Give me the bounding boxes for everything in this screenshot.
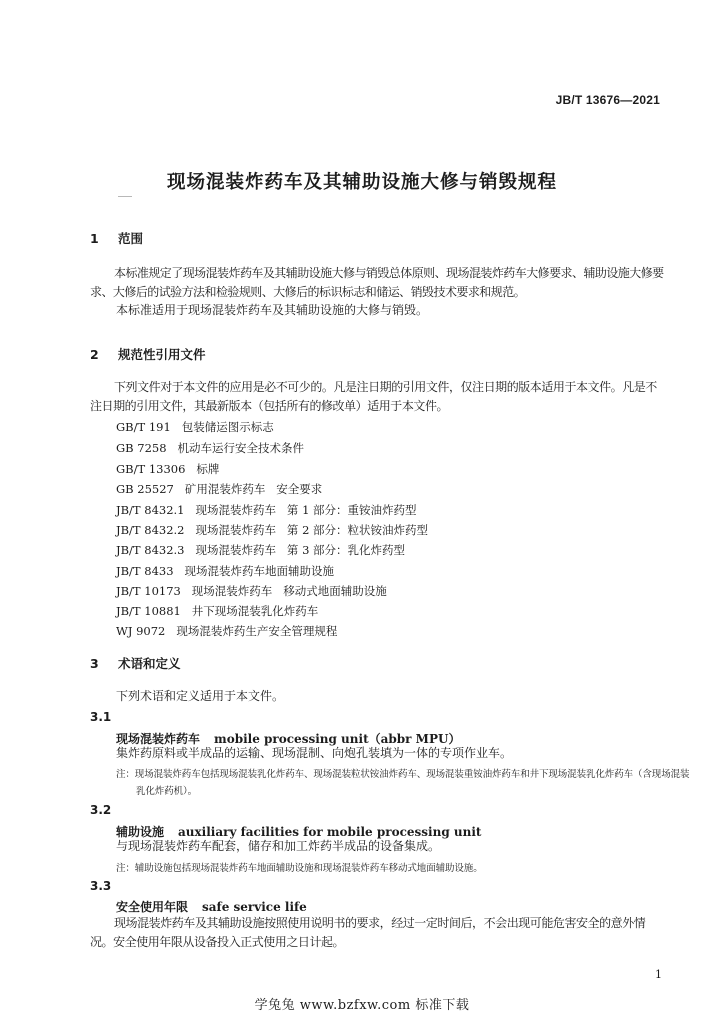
section-1-heading bbox=[90, 229, 143, 247]
term-english: auxiliary facilities for mobile processing unit bbox=[178, 825, 482, 839]
term-heading bbox=[116, 898, 307, 915]
section-3-heading bbox=[90, 654, 181, 672]
section-title: 规范性引用文件 bbox=[118, 347, 206, 362]
term-chinese: 安全使用年限 bbox=[116, 900, 189, 914]
section-number: 1 bbox=[90, 231, 99, 246]
reference-item: JB/T 8432.1 现场混装炸药车 第 1 部分：重铵油炸药型 bbox=[116, 503, 417, 517]
term-number: 3.1 bbox=[90, 710, 112, 724]
reference-item: JB/T 8432.3 现场混装炸药车 第 3 部分：乳化炸药型 bbox=[116, 543, 406, 557]
term-note: 注：辅助设施包括现场混装炸药车地面辅助设施和现场混装炸药车移动式地面辅助设施。 bbox=[116, 863, 483, 874]
reference-item: GB/T 13306 标牌 bbox=[116, 462, 220, 476]
section-number: 3 bbox=[90, 656, 99, 671]
term-definition: 集炸药原料或半成品的运输、现场混制、向炮孔装填为一体的专项作业车。 bbox=[116, 746, 513, 760]
references-intro: 下列文件对于本文件的应用是必不可少的。凡是注日期的引用文件，仅注日期的版本适用于本文件。凡是不注日期的引用文件，其最新版本（包括所有的修改单）适用于本文件。 bbox=[90, 380, 657, 413]
term-number: 3.2 bbox=[90, 803, 112, 817]
standard-code: JB/T 13676—2021 bbox=[555, 93, 660, 107]
section-number: 2 bbox=[90, 347, 99, 362]
reference-item: JB/T 8433 现场混装炸药车地面辅助设施 bbox=[116, 564, 334, 578]
reference-item: GB/T 191 包装储运图示标志 bbox=[116, 420, 274, 434]
scan-mark bbox=[118, 196, 132, 197]
reference-item: GB 7258 机动车运行安全技术条件 bbox=[116, 441, 305, 455]
document-title: 现场混装炸药车及其辅助设施大修与销毁规程 bbox=[166, 172, 557, 193]
term-number: 3.3 bbox=[90, 879, 112, 893]
term-english: mobile processing unit（abbr MPU） bbox=[214, 732, 461, 746]
term-chinese: 现场混装炸药车 bbox=[116, 732, 201, 746]
page-number: 1 bbox=[655, 968, 662, 981]
term-note: 注：现场混装炸药车包括现场混装乳化炸药车、现场混装粒状铵油炸药车、现场混装重铵油炸药车和井下现场混装乳化炸药车（含现场混装乳化炸药机）。 bbox=[116, 769, 690, 797]
scope-applicability: 本标准适用于现场混装炸药车及其辅助设施的大修与销毁。 bbox=[116, 303, 429, 317]
section-2-heading bbox=[90, 345, 206, 363]
reference-item: WJ 9072 现场混装炸药生产安全管理规程 bbox=[116, 624, 338, 638]
reference-item: JB/T 8432.2 现场混装炸药车 第 2 部分：粒状铵油炸药型 bbox=[116, 523, 429, 537]
reference-item: JB/T 10173 现场混装炸药车 移动式地面辅助设施 bbox=[116, 584, 387, 598]
reference-item: GB 25527 矿用混装炸药车 安全要求 bbox=[116, 482, 323, 496]
term-english: safe service life bbox=[202, 900, 307, 914]
terms-intro: 下列术语和定义适用于本文件。 bbox=[116, 689, 285, 703]
term-chinese: 辅助设施 bbox=[116, 825, 165, 839]
section-title: 范围 bbox=[118, 231, 144, 246]
reference-item: JB/T 10881 井下现场混装乳化炸药车 bbox=[116, 604, 319, 618]
scope-paragraph: 本标准规定了现场混装炸药车及其辅助设施大修与销毁总体原则、现场混装炸药车大修要求、辅助设施大修要求、大修后的试验方法和检验规则、大修后的标识标志和储运、销毁技术要求和规范。 bbox=[90, 266, 664, 299]
watermark-footer: 学兔兔 www.bzfxw.com 标准下载 bbox=[254, 998, 470, 1013]
term-definition: 与现场混装炸药车配套，储存和加工炸药半成品的设备集成。 bbox=[116, 839, 441, 853]
section-title: 术语和定义 bbox=[118, 656, 181, 671]
term-definition: 现场混装炸药车及其辅助设施按照使用说明书的要求，经过一定时间后，不会出现可能危害安全的意外情况。安全使用年限从设备投入正式使用之日计起。 bbox=[90, 916, 646, 949]
